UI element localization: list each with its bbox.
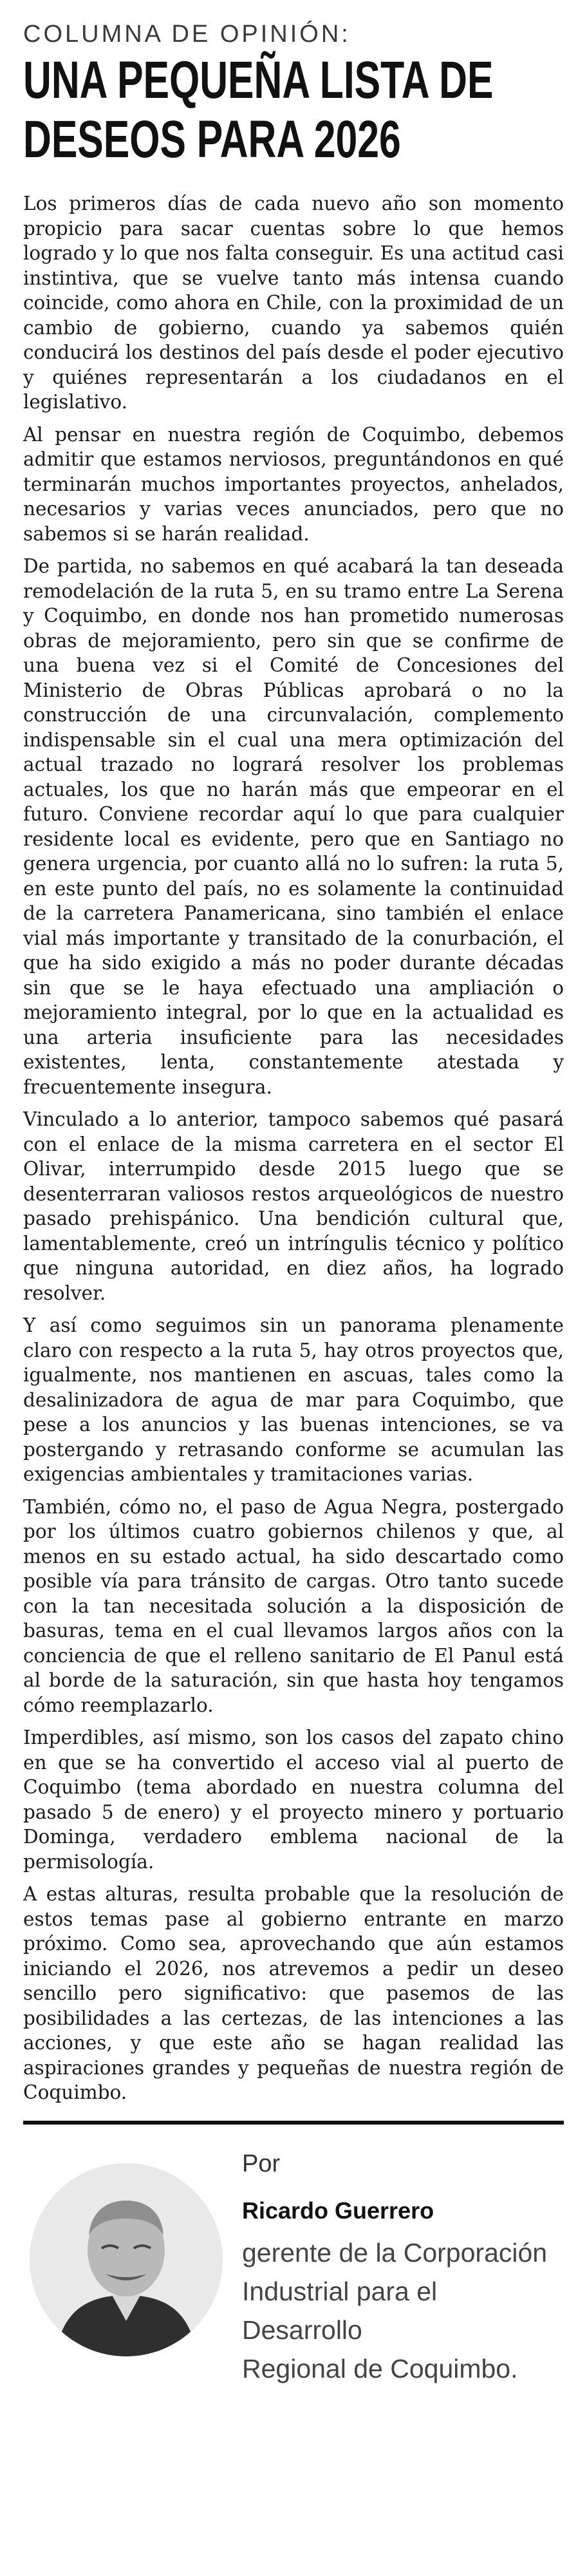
author-name: Ricardo Guerrero (242, 2197, 434, 2224)
author-role-line: Industrial para el Desarrollo (242, 2276, 438, 2345)
opinion-column (0, 21, 587, 2576)
author-role-line: Regional de Coquimbo. (242, 2353, 518, 2383)
author-role-line: gerente de la Corporación (242, 2237, 548, 2268)
paragraph: También, cómo no, el paso de Agua Negra, postergado por los últimos cuatro gobiernos chilenos y que, al menos en su estado actual, ha sido descartado como posible vía para tránsito de cargas. Otro tanto sucede con la tan necesitada solución a la disposición de basuras, tema en el cual llevamos largos años con la conciencia de que el relleno sanitario de El Panul está al borde de la saturación, sin que hasta hoy tengamos cómo reemplazarlo. (23, 1495, 564, 1716)
headline-line-2: DESEOS PARA 2026 (23, 110, 401, 169)
paragraph: De partida, no sabemos en qué acabará la tan deseada remodelación de la ruta 5, en su tramo entre La Serena y Coquimbo, en donde nos han prometido numerosas obras de mejoramiento, pero sin que se confirme de una buena vez si el Comité de Concesiones del Ministerio de Obras Públicas aprobará o no la construcción de una circunvalación, complemento indispensable sin el cual una mera optimización del actual trazado no logrará resolver los problemas actuales, los que no harán más que empeorar en el futuro. Conviene recordar aquí lo que para cualquier residente local es evidente, pero que en Santiago no genera urgencia, por cuanto allá no lo sufren: la ruta 5, en este punto del país, no es solamente la continuidad de la carretera Panamericana, sino también el enlace vial más importante y transitado de la conurbación, el que ha sido exigido a más no poder durante décadas sin que se le haya efectuado una ampliación o mejoramiento integral, por lo que en la actualidad es una arteria insuficiente para las necesidades existentes, lenta, constantemente atestada y frecuentemente insegura. (23, 555, 564, 1098)
headline (23, 51, 564, 169)
author-role (242, 2233, 564, 2388)
paragraph: A estas alturas, resulta probable que la resolución de estos temas pase al gobierno entrante en marzo próximo. Como sea, aprovechando que aún estamos iniciando el 2026, nos atrevemos a pedir un deseo sencillo pero significativo: que pasemos de las posibilidades a las certezas, de las intenciones a las acciones, y que este año se hagan realidad las aspiraciones grandes y pequeñas de nuestra región de Coquimbo. (23, 1883, 564, 2103)
article-body (23, 191, 564, 2105)
author-photo (30, 2163, 223, 2356)
byline (23, 2125, 564, 2427)
author-portrait-icon (30, 2163, 223, 2356)
byline-text (242, 2150, 564, 2388)
paragraph: Los primeros días de cada nuevo año son momento propicio para sacar cuentas sobre lo que hemos logrado y lo que nos falta conseguir. Es una actitud casi instintiva, que se vuelve tanto más intensa cuando coincide, como ahora en Chile, con la proximidad de un cambio de gobierno, cuando ya sabemos quién conducirá los destinos del país desde el poder ejecutivo y quiénes representarán a los ciudadanos en el legislativo. (23, 193, 564, 413)
paragraph: Vinculado a lo anterior, tampoco sabemos qué pasará con el enlace de la misma carretera en el sector El Olivar, interrumpido desde 2015 luego que se desenterraran valiosos restos arqueológicos de nuestro pasado prehispánico. Una bendición cultural que, lamentablemente, creó un intríngulis técnico y político que ninguna autoridad, en diez años, ha logrado resolver. (23, 1108, 564, 1304)
headline-line-1: UNA PEQUEÑA LISTA DE (23, 51, 494, 109)
paragraph: Y así como seguimos sin un panorama plenamente claro con respecto a la ruta 5, hay otros proyectos que, igualmente, nos mantienen en ascuas, tales como la desalinizadora de agua de mar para Coquimbo, que pese a los anuncios y las buenas intenciones, se va postergando y retrasando conforme se acumulan las exigencias ambientales y tramitaciones varias. (23, 1314, 564, 1485)
byline-label: Por (242, 2150, 281, 2177)
paragraph: Imperdibles, así mismo, son los casos del zapato chino en que se ha convertido el acceso vial al puerto de Coquimbo (tema abordado en nuestra columna del pasado 5 de enero) y el proyecto minero y portuario Dominga, verdadero emblema nacional de la permisología. (23, 1727, 564, 1873)
section-kicker: COLUMNA DE OPINIÓN: (23, 21, 351, 48)
paragraph: Al pensar en nuestra región de Coquimbo, debemos admitir que estamos nerviosos, preguntándonos en qué terminarán muchos importantes proyectos, anhelados, necesarios y varias veces anunciados, pero que no sabemos si se harán realidad. (23, 423, 564, 545)
